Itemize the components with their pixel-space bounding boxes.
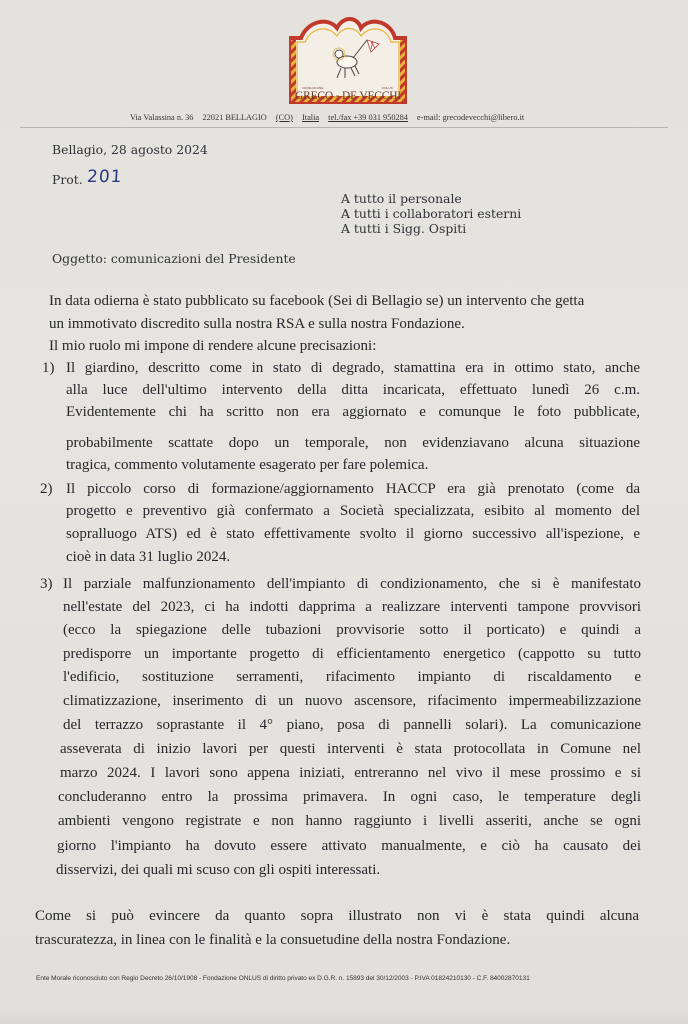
point-line: tragica, commento volutamente esagerato per fare polemica. bbox=[66, 457, 429, 473]
intro-line: Il mio ruolo mi impone di rendere alcune precisazioni: bbox=[49, 338, 377, 354]
recipient: A tutto il personale bbox=[341, 191, 462, 206]
point-line: cioè in data 31 luglio 2024. bbox=[66, 549, 231, 565]
logo-name: GRECO - DE VECCHI bbox=[295, 90, 401, 102]
point-line: probabilmente scattate dopo un temporale, non evidenziavano alcuna situazione bbox=[66, 435, 640, 451]
email[interactable]: e-mail: grecodevecchi@libero.it bbox=[417, 113, 525, 122]
phone: tel./fax +39 031 950284 bbox=[328, 113, 408, 122]
province: (CO) bbox=[275, 113, 293, 122]
closing-line: trascuratezza, in linea con le finalità e la consuetudine della nostra Fondazione. bbox=[35, 932, 511, 948]
point-number: 2) bbox=[40, 481, 53, 497]
point-line: giorno l'impianto ha dovuto essere attivato manualmente, e ciò ha causato dei bbox=[57, 838, 641, 854]
closing-line: Come si può evincere da quanto sopra illustrato non vi è stata quindi alcuna bbox=[35, 908, 639, 924]
point-line: nell'estate del 2023, ci ha indotti dapprima a realizzare interventi tampone provvisori bbox=[63, 599, 641, 615]
point-number: 1) bbox=[42, 360, 55, 376]
city: 22021 BELLAGIO bbox=[202, 113, 267, 122]
point-line: del terrazzo soprastante il 4° piano, posa di pannelli solari). La comunicazione bbox=[63, 717, 641, 733]
street: Via Valassina n. 36 bbox=[130, 113, 194, 122]
point-line: Il giardino, descritto come in stato di degrado, stamattina era in ottimo stato, anche bbox=[66, 360, 640, 376]
point-line: disservizi, dei quali mi scuso con gli ospiti interessati. bbox=[56, 862, 381, 878]
letterhead-divider bbox=[20, 127, 668, 128]
foundation-logo bbox=[287, 12, 409, 104]
point-line: Il parziale malfunzionamento dell'impianto di condizionamento, che si è manifestato bbox=[63, 576, 641, 592]
point-line: ambienti vengono registrate e non hanno raggiunto i livelli asseriti, anche se ogni bbox=[58, 813, 641, 829]
point-line: alla luce dell'ultimo intervento della ditta incaricata, effettuato lunedì 26 c.m. bbox=[66, 382, 640, 398]
point-line: progetto e preventivo già confermato a Società specializzata, esibito al momento del bbox=[66, 503, 640, 519]
country: Italia bbox=[302, 113, 320, 122]
intro-line: In data odierna è stato pubblicato su facebook (Sei di Bellagio se) un intervento che getta bbox=[49, 293, 585, 309]
point-line: Evidentemente chi ha scritto non era aggiornato e comunque le foto pubblicate, bbox=[66, 404, 640, 420]
point-line: (ecco la spiegazione delle tubazioni provvisorie sotto il porticato) e quindi a bbox=[63, 622, 641, 638]
point-line: marzo 2024. I lavori sono appena iniziati, entreranno nel vivo il mese prossimo e si bbox=[60, 765, 641, 781]
prot-label: Prot. bbox=[52, 172, 83, 187]
place-date: Bellagio, 28 agosto 2024 bbox=[52, 142, 208, 157]
point-line: l'edificio, sostituzione serramenti, rifacimento impianto di riscaldamento e bbox=[63, 669, 641, 685]
logo-small-left: FONDAZIONE bbox=[302, 86, 324, 90]
point-line: predisporre un importante progetto di efficientamento energetico (cappotto su tutto bbox=[63, 646, 641, 662]
legal-footer: Ente Morale riconosciuto con Regio Decreto 26/10/1908 - Fondazione ONLUS di diritto privato ex D.G.R. n. 15893 del 30/12/2003 - P.IVA 01824210130 - C.F. 84002870131 bbox=[36, 975, 530, 982]
page-edge-shadow bbox=[0, 1010, 688, 1024]
point-line: Il piccolo corso di formazione/aggiornamento HACCP era già prenotato (come da bbox=[66, 481, 640, 497]
subject: Oggetto: comunicazioni del Presidente bbox=[52, 251, 296, 266]
logo-small-right: ONLUS bbox=[381, 86, 393, 90]
point-number: 3) bbox=[40, 576, 53, 592]
prot-number: 201 bbox=[86, 167, 124, 187]
recipient: A tutti i Sigg. Ospiti bbox=[341, 221, 467, 236]
point-line: asseverata di inizio lavori per questi interventi è stata protocollata in Comune nel bbox=[60, 741, 641, 757]
point-line: concluderanno entro la prossima primavera. In ogni caso, le temperature degli bbox=[58, 789, 641, 805]
point-line: climatizzazione, inserimento di un nuovo ascensore, rifacimento impermeabilizzazione bbox=[63, 693, 641, 709]
recipient: A tutti i collaboratori esterni bbox=[341, 206, 522, 221]
intro-line: un immotivato discredito sulla nostra RSA e sulla nostra Fondazione. bbox=[49, 316, 465, 332]
letterhead-address bbox=[130, 113, 600, 122]
point-line: sopralluogo ATS) ed è stato effettivamente svolto il giorno successivo all'ispezione, e bbox=[66, 526, 640, 542]
